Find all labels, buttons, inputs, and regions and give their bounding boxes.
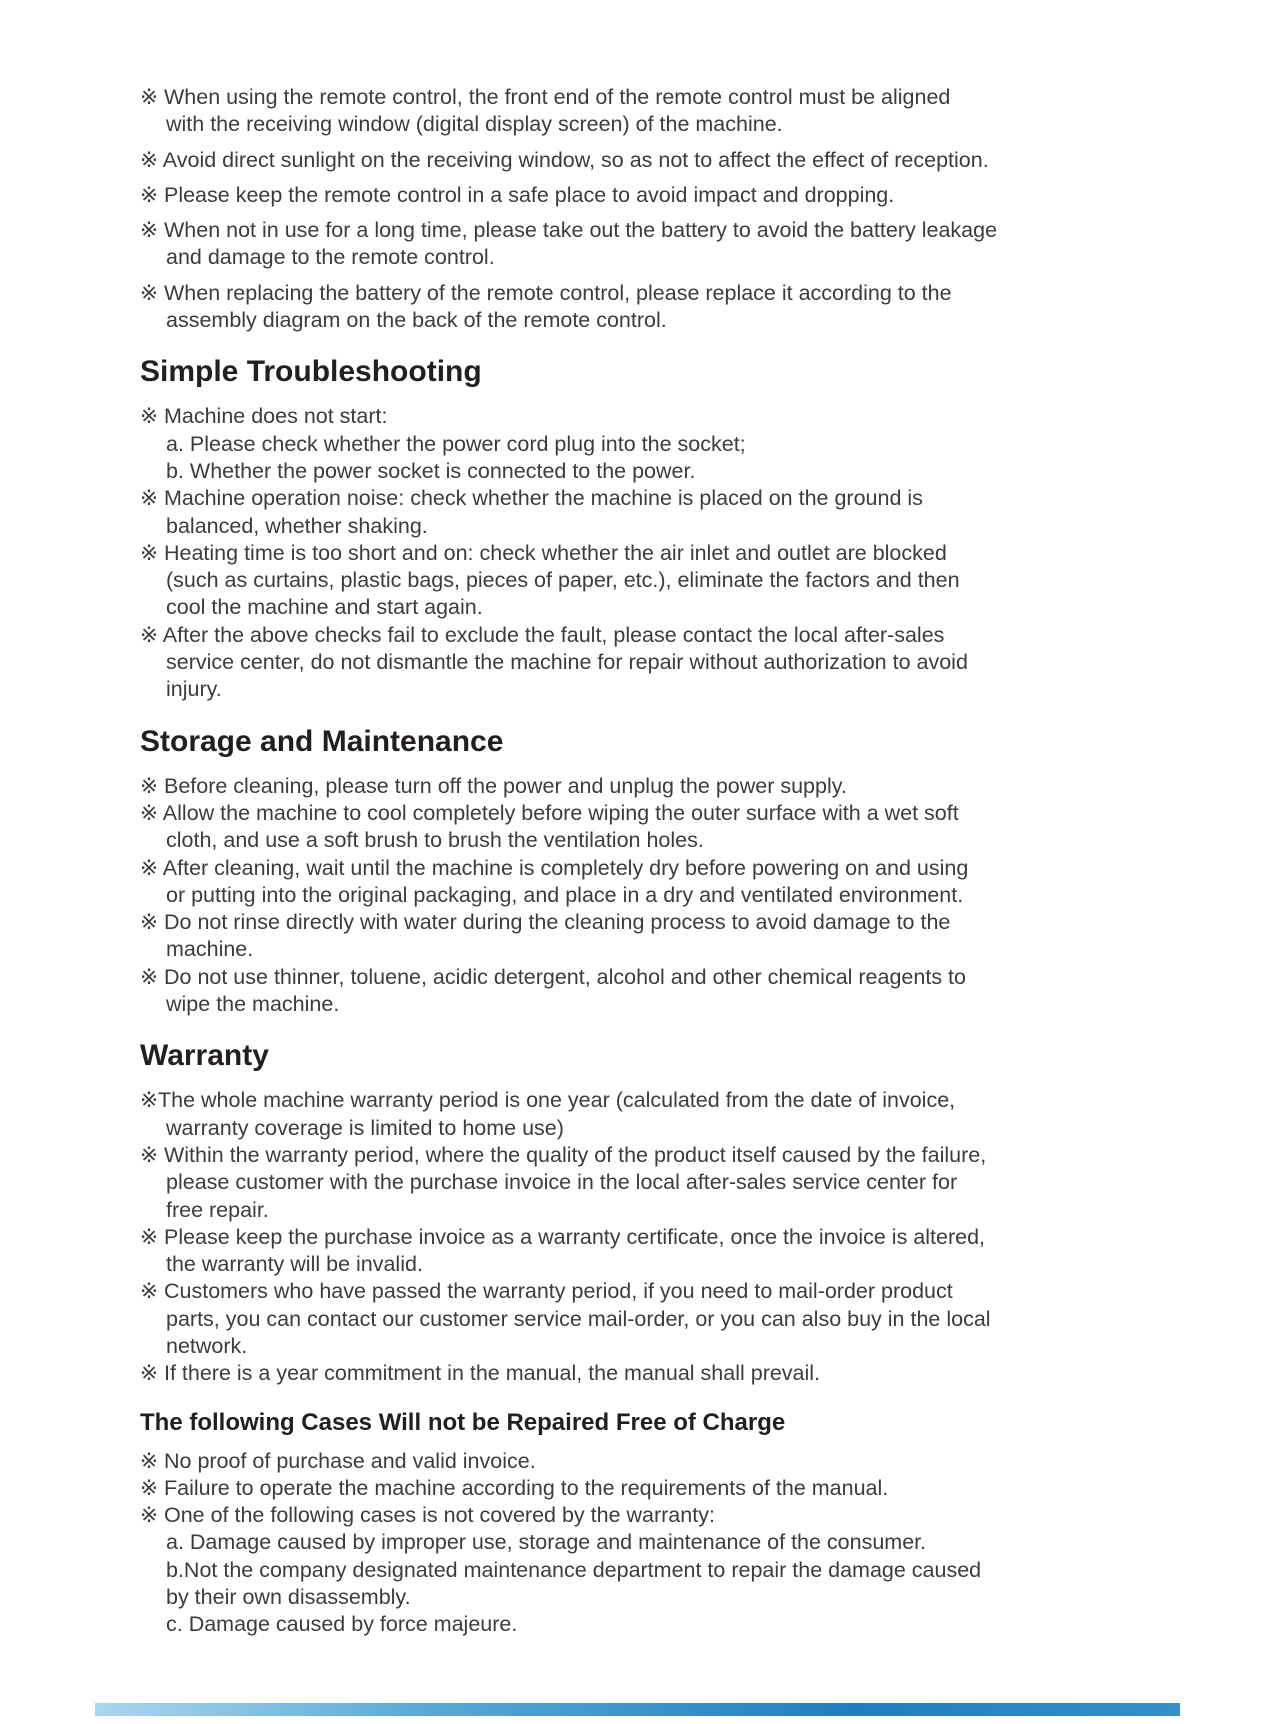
bullet-continuation-line: balanced, whether shaking.: [166, 513, 428, 538]
bullet-line: ※ Machine operation noise: check whether the machine is placed on the ground is: [140, 486, 923, 511]
bullet-line: ※ Customers who have passed the warranty period, if you need to mail-order product: [140, 1279, 953, 1304]
bullet-item: [140, 147, 1236, 174]
bullet-continuation-line: by their own disassembly.: [166, 1585, 411, 1610]
bullet-item: [140, 622, 1236, 704]
section-storage-and-maintenance: [140, 724, 1236, 1019]
bullet-item: [140, 1278, 1236, 1360]
bullet-item: [140, 1448, 1236, 1475]
section-title: The following Cases Will not be Repaired Free of Charge: [140, 1408, 786, 1436]
bullet-item: [140, 773, 1236, 800]
bullet-continuation-line: the warranty will be invalid.: [166, 1252, 423, 1277]
bullet-item: [140, 800, 1236, 855]
bullet-continuation-line: network.: [166, 1333, 248, 1358]
bullet-continuation-line: a. Please check whether the power cord plug into the socket;: [166, 431, 746, 456]
section-simple-troubleshooting: [140, 354, 1236, 703]
bullet-continuation-line: b.Not the company designated maintenance department to repair the damage caused: [166, 1557, 982, 1582]
section-title: Warranty: [140, 1039, 269, 1073]
section-title: Simple Troubleshooting: [140, 355, 482, 389]
bullet-continuation-line: please customer with the purchase invoice in the local after-sales service center for: [166, 1170, 958, 1195]
bullet-continuation-line: assembly diagram on the back of the remote control.: [166, 308, 667, 333]
bullet-item: [140, 540, 1236, 622]
bullet-line: ※The whole machine warranty period is one year (calculated from the date of invoice,: [140, 1088, 956, 1113]
bullet-line: ※ No proof of purchase and valid invoice.: [140, 1448, 536, 1473]
bullet-continuation-line: wipe the machine.: [166, 992, 340, 1017]
bullet-line: ※ Machine does not start:: [140, 404, 388, 429]
bullet-item: [140, 1475, 1236, 1502]
bullet-continuation-line: free repair.: [166, 1197, 269, 1222]
bullet-line: ※ When not in use for a long time, please take out the battery to avoid the battery leakage: [140, 218, 998, 243]
bullet-continuation-line: with the receiving window (digital display screen) of the machine.: [166, 112, 783, 137]
bullet-continuation-line: machine.: [166, 937, 254, 962]
bullet-continuation-line: (such as curtains, plastic bags, pieces of paper, etc.), eliminate the factors and then: [166, 568, 960, 593]
bullet-line: ※ Please keep the purchase invoice as a warranty certificate, once the invoice is altered,: [140, 1224, 986, 1249]
bullet-line: ※ Before cleaning, please turn off the power and unplug the power supply.: [140, 773, 847, 798]
bullet-line: ※ Heating time is too short and on: check whether the air inlet and outlet are blocked: [140, 540, 947, 565]
bullet-continuation-line: cloth, and use a soft brush to brush the ventilation holes.: [166, 828, 704, 853]
bullet-item: [140, 1142, 1236, 1224]
section-the-following-cases-will-not-be-repaired-free-of-charge: [140, 1408, 1236, 1639]
bullet-item: [140, 403, 1236, 485]
bullet-line: ※ Allow the machine to cool completely before wiping the outer surface with a wet soft: [140, 800, 959, 825]
bullet-item: [140, 964, 1236, 1019]
bullet-line: ※ After the above checks fail to exclude the fault, please contact the local after-sales: [140, 622, 945, 647]
bullet-item: [140, 855, 1236, 910]
bullet-line: ※ One of the following cases is not covered by the warranty:: [140, 1503, 715, 1528]
bullet-line: ※ Please keep the remote control in a safe place to avoid impact and dropping.: [140, 182, 895, 207]
bullet-item: [140, 217, 1236, 272]
bullet-item: [140, 1360, 1236, 1387]
bullet-item: [140, 909, 1236, 964]
bullet-continuation-line: warranty coverage is limited to home use): [166, 1115, 564, 1140]
section-intro-notes: [140, 84, 1236, 334]
bullet-continuation-line: cool the machine and start again.: [166, 595, 483, 620]
section-warranty: [140, 1038, 1236, 1387]
bullet-continuation-line: b. Whether the power socket is connected to the power.: [166, 458, 696, 483]
bullet-line: ※ After cleaning, wait until the machine is completely dry before powering on and using: [140, 855, 969, 880]
bullet-line: ※ Do not use thinner, toluene, acidic detergent, alcohol and other chemical reagents to: [140, 964, 966, 989]
bullet-continuation-line: injury.: [166, 677, 222, 702]
bullet-item: [140, 182, 1236, 209]
bullet-line: ※ If there is a year commitment in the manual, the manual shall prevail.: [140, 1361, 821, 1386]
bullet-line: ※ Avoid direct sunlight on the receiving window, so as not to affect the effect of reception.: [140, 147, 989, 172]
bullet-item: [140, 280, 1236, 335]
footer-accent-bar: [95, 1703, 1180, 1716]
bullet-continuation-line: parts, you can contact our customer service mail-order, or you can also buy in the local: [166, 1306, 991, 1331]
bullet-item: [140, 1087, 1236, 1142]
bullet-line: ※ When using the remote control, the front end of the remote control must be aligned: [140, 85, 951, 109]
bullet-item: [140, 485, 1236, 540]
bullet-line: ※ When replacing the battery of the remote control, please replace it according to the: [140, 280, 952, 305]
bullet-continuation-line: a. Damage caused by improper use, storage and maintenance of the consumer.: [166, 1530, 927, 1555]
bullet-item: [140, 1502, 1236, 1638]
bullet-line: ※ Within the warranty period, where the quality of the product itself caused by the failure,: [140, 1142, 987, 1167]
bullet-item: [140, 1224, 1236, 1279]
bullet-line: ※ Do not rinse directly with water during the cleaning process to avoid damage to the: [140, 910, 951, 935]
bullet-line: ※ Failure to operate the machine according to the requirements of the manual.: [140, 1475, 889, 1500]
bullet-continuation-line: or putting into the original packaging, and place in a dry and ventilated environment.: [166, 882, 964, 907]
bullet-item: [140, 84, 1236, 139]
bullet-continuation-line: service center, do not dismantle the machine for repair without authorization to avoid: [166, 650, 968, 675]
bullet-continuation-line: and damage to the remote control.: [166, 245, 495, 270]
bullet-continuation-line: c. Damage caused by force majeure.: [166, 1612, 518, 1637]
section-title: Storage and Maintenance: [140, 724, 504, 758]
